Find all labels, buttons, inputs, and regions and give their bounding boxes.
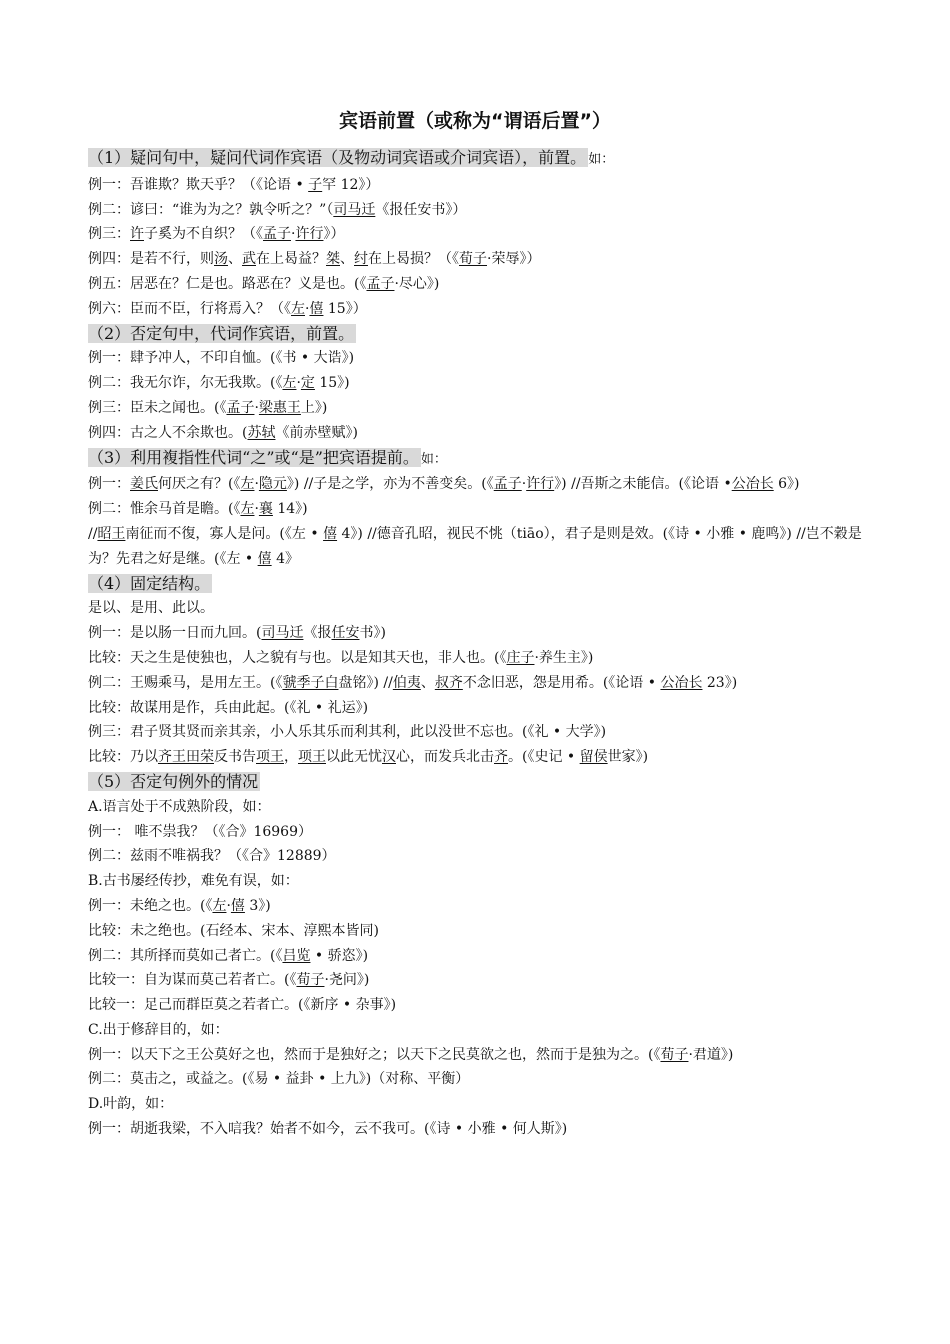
text-segment: 例三：君子贤其贤而亲其亲，小人乐其乐而利其利，此以没世不忘也。(《礼 • 大学》)	[88, 724, 607, 741]
text-segment: 例六：臣而不臣，行将焉入？（《	[88, 300, 291, 317]
text-segment: 比较：未之绝也。(石经本、宋本、淳熙本皆同)	[88, 922, 379, 939]
text-segment: ·君道》)	[688, 1046, 734, 1063]
example-line	[88, 944, 873, 969]
example-line	[88, 621, 873, 646]
proper-name-underlined: 僖	[323, 525, 338, 542]
text-segment: 《报任安书》）	[375, 201, 467, 218]
text-segment: 例五：居恶在？仁是也。路恶在？义是也。(《	[88, 275, 367, 292]
document-body	[88, 146, 873, 1142]
text-segment: ·养生主》)	[534, 649, 594, 666]
proper-name-underlined: 僖	[309, 300, 324, 317]
proper-name-underlined: 左	[240, 501, 255, 518]
proper-name-underlined: 荀子	[459, 251, 487, 268]
example-line	[88, 745, 873, 770]
example-line	[88, 1043, 873, 1068]
text-segment: 例三：	[88, 226, 130, 243]
text-segment: 何厌之有？(《	[158, 476, 241, 493]
text-segment: 《前赤壁赋》)	[275, 424, 358, 441]
text-segment: 《报	[303, 625, 332, 642]
example-line	[88, 696, 873, 721]
text-segment: 是以、是用、此以。	[88, 600, 214, 617]
example-line	[88, 1117, 873, 1142]
example-line	[88, 198, 873, 223]
section-heading-text: （2）否定句中，代词作宾语，前置。	[88, 323, 355, 343]
proper-name-underlined: 昭王	[97, 525, 126, 542]
text-segment: 4》	[271, 550, 299, 567]
example-line	[88, 646, 873, 671]
example-line	[88, 346, 873, 371]
proper-name-underlined: 僖	[230, 897, 245, 914]
proper-name-underlined: 汤	[214, 251, 228, 268]
proper-name-underlined: 梁惠王	[258, 399, 301, 416]
text-segment: A.语言处于不成熟阶段，如：	[88, 798, 271, 815]
text-segment: 例二：莫击之，或益之。(《易 • 益卦 • 上九》)（对称、平衡）	[88, 1071, 470, 1088]
section-heading-tail: 如：	[588, 152, 615, 167]
example-line	[88, 844, 873, 869]
text-segment: //	[88, 525, 98, 542]
text-segment: 、	[340, 251, 354, 268]
proper-name-underlined: 任安	[331, 625, 360, 642]
text-segment: 例一：	[88, 476, 130, 493]
proper-name-underlined: 齐王田荣	[158, 749, 214, 766]
text-segment: 》) //子是之学，亦为不善变矣。(《	[286, 476, 494, 493]
text-segment: 比较：天之生是使独也，人之貌有与也。以是知其天也，非人也。(《	[88, 649, 507, 666]
section-heading	[88, 446, 873, 473]
text-segment: 例四：是若不行，则	[88, 251, 214, 268]
section-heading	[88, 146, 873, 173]
proper-name-underlined: 项王	[256, 749, 284, 766]
text-segment: 例一：肆予冲人，不印自恤。(《书 • 大诰》)	[88, 350, 355, 367]
text-segment: 罕 12》）	[322, 176, 380, 193]
section-heading-tail: 如：	[420, 451, 447, 467]
text-segment: 比较：乃以	[88, 749, 158, 766]
example-line	[88, 247, 873, 272]
text-segment: 例二：王赐乘马，是用左王。(《	[88, 674, 283, 691]
proper-name-underlined: 荀子	[296, 972, 325, 989]
text-segment: 3》)	[244, 897, 271, 914]
proper-name-underlined: 齐	[494, 749, 508, 766]
text-segment: 。(《史记 •	[508, 749, 580, 766]
example-line	[88, 222, 873, 247]
section-heading-text: （5）否定句例外的情况	[88, 771, 259, 791]
text-segment: 比较一：自为谋而莫己若者亡。(《	[88, 972, 297, 989]
text-segment: 例一：以天下之王公莫好之也，然而于是独好之；以天下之民莫欲之也，然而于是独为之。(《	[88, 1046, 661, 1063]
text-segment: 例一：胡逝我梁，不入唁我？始者不如今，云不我可。(《诗 • 小雅 • 何人斯》)	[88, 1121, 568, 1138]
text-segment: 23》)	[702, 674, 738, 691]
text-segment: 》) //吾斯之未能信。(《论语 •	[554, 476, 732, 493]
proper-name-underlined: 许	[130, 226, 144, 243]
example-line	[88, 596, 873, 621]
text-segment: 盘铭》) //	[338, 674, 393, 691]
section-heading-text: （1）疑问句中，疑问代词作宾语（及物动词宾语或介词宾语），前置。	[88, 148, 587, 167]
text-segment: 、	[228, 251, 242, 268]
example-line	[88, 421, 873, 446]
text-segment: ·	[226, 897, 231, 914]
proper-name-underlined: 孟子	[493, 476, 522, 493]
proper-name-underlined: 苏轼	[247, 424, 276, 441]
text-segment: • 骄恣》)	[310, 947, 369, 964]
text-segment: 例一： 唯不祟我？（《合》16969）	[88, 823, 312, 840]
proper-name-underlined: 襄	[258, 501, 273, 518]
proper-name-underlined: 桀	[326, 251, 340, 268]
text-segment: ·	[305, 300, 310, 317]
proper-name-underlined: 许行	[295, 226, 324, 243]
text-segment: 例二：谚曰：“谁为为之？孰令听之？”（	[88, 201, 334, 218]
proper-name-underlined: 吕览	[282, 947, 311, 964]
proper-name-underlined: 隐元	[258, 476, 287, 493]
proper-name-underlined: 左	[282, 375, 297, 392]
example-line	[88, 1067, 873, 1092]
proper-name-underlined: 子	[308, 176, 323, 193]
proper-name-underlined: 虢季子白	[282, 674, 339, 691]
example-line	[88, 522, 873, 572]
proper-name-underlined: 庄子	[506, 649, 535, 666]
text-segment: 世家》)	[607, 749, 649, 766]
example-line	[88, 795, 873, 820]
text-segment: ·	[296, 375, 301, 392]
section-heading	[88, 322, 873, 347]
text-segment: 例一：未绝之也。(《	[88, 897, 213, 914]
text-segment: 在上曷损？（《	[368, 251, 459, 268]
proper-name-underlined: 左	[240, 476, 255, 493]
text-segment: 6》)	[773, 476, 800, 493]
proper-name-underlined: 公冶长	[660, 674, 703, 691]
example-line	[88, 820, 873, 845]
text-segment: 例二：我无尔诈，尔无我欺。(《	[88, 375, 283, 392]
text-segment: 15》）	[323, 300, 367, 317]
proper-name-underlined: 僖	[257, 550, 272, 567]
proper-name-underlined: 公冶长	[731, 476, 774, 493]
text-segment: 例一：吾谁欺？欺天乎？（《论语 •	[88, 176, 309, 193]
text-segment: 例四：古之人不余欺也。(	[88, 424, 248, 441]
proper-name-underlined: 孟子	[226, 399, 255, 416]
text-segment: C.出于修辞目的，如：	[88, 1021, 229, 1038]
text-segment: 15》)	[314, 375, 350, 392]
section-heading-text: （3）利用複指性代词“之”或“是”把宾语提前。	[88, 447, 419, 467]
text-segment: 4》) //德音孔昭，视民不恌（tiāo），君子是则是效。(《诗 • 小雅 • 鹿鸣》) //岂不穀是为？先君之好是继。(《左 •	[88, 525, 862, 567]
text-segment: ·尧问》)	[324, 972, 370, 989]
example-line	[88, 968, 873, 993]
proper-name-underlined: 左	[212, 897, 227, 914]
example-line	[88, 671, 873, 696]
proper-name-underlined: 汉	[382, 749, 396, 766]
example-line	[88, 396, 873, 421]
text-segment: 比较一：足己而群臣莫之若者亡。(《新序 • 杂事》)	[88, 997, 397, 1014]
proper-name-underlined: 纣	[354, 251, 368, 268]
proper-name-underlined: 伯夷	[392, 674, 421, 691]
text-segment: 14》)	[272, 501, 308, 518]
example-line	[88, 993, 873, 1018]
proper-name-underlined: 武	[242, 251, 256, 268]
example-line	[88, 1092, 873, 1117]
text-segment: 不念旧恶，怨是用希。(《论语 •	[462, 674, 661, 691]
example-line	[88, 720, 873, 745]
proper-name-underlined: 留侯	[579, 749, 608, 766]
proper-name-underlined: 司马迁	[333, 201, 376, 218]
page-title: 宾语前置（或称为“谓语后置”）	[339, 110, 611, 132]
example-line	[88, 272, 873, 297]
text-segment: 书》)	[359, 625, 386, 642]
example-line	[88, 497, 873, 522]
text-segment: 例二：兹雨不唯祸我？（《合》12889）	[88, 848, 336, 865]
example-line	[88, 472, 873, 497]
example-line	[88, 371, 873, 396]
example-line	[88, 1018, 873, 1043]
text-segment: 例三：臣未之闻也。(《	[88, 399, 227, 416]
text-segment: ·	[521, 476, 527, 493]
proper-name-underlined: 叔齐	[434, 674, 463, 691]
text-segment: 例二：其所择而莫如己者亡。(《	[88, 947, 283, 964]
text-segment: ·荣辱》）	[487, 251, 541, 268]
proper-name-underlined: 司马迁	[261, 625, 304, 642]
text-segment: 例一：是以肠一日而九回。(	[88, 625, 262, 642]
section-heading	[88, 572, 873, 597]
example-line	[88, 173, 873, 198]
proper-name-underlined: 孟子	[366, 275, 395, 292]
text-segment: ·	[254, 399, 259, 416]
proper-name-underlined: 定	[300, 375, 315, 392]
proper-name-underlined: 项王	[298, 749, 326, 766]
proper-name-underlined: 许行	[526, 476, 555, 493]
text-segment: 上》)	[300, 399, 328, 416]
text-segment: ·	[254, 476, 259, 493]
text-segment: ，	[284, 749, 298, 766]
text-segment: 在上曷益？	[256, 251, 326, 268]
proper-name-underlined: 荀子	[660, 1046, 689, 1063]
section-heading-text: （4）固定结构。	[88, 573, 211, 593]
text-segment: 》）	[323, 226, 345, 243]
example-line	[88, 869, 873, 894]
text-segment: 反书告	[214, 749, 256, 766]
text-segment: ·	[291, 226, 296, 243]
text-segment: 心，而发兵北击	[396, 749, 494, 766]
text-segment: ·	[254, 501, 259, 518]
proper-name-underlined: 左	[291, 300, 305, 317]
text-segment: 子奚为不自织？（《	[144, 226, 263, 243]
example-line	[88, 297, 873, 322]
example-line	[88, 919, 873, 944]
text-segment: 、	[420, 674, 435, 691]
example-line	[88, 894, 873, 919]
section-heading	[88, 770, 873, 795]
text-segment: ·尽心》)	[394, 275, 440, 292]
text-segment: 南征而不復，寡人是问。(《左 •	[125, 525, 324, 542]
text-segment: D.叶韵，如：	[88, 1096, 174, 1113]
text-segment: 比较：故谋用是作，兵由此起。(《礼 • 礼运》)	[88, 699, 369, 716]
text-segment: 例二：惟余马首是瞻。(《	[88, 501, 241, 518]
proper-name-underlined: 孟子	[263, 226, 291, 243]
text-segment: B.古书屡经传抄，难免有误，如：	[88, 873, 299, 890]
proper-name-underlined: 姜氏	[130, 476, 158, 493]
text-segment: 以此无忧	[326, 749, 382, 766]
